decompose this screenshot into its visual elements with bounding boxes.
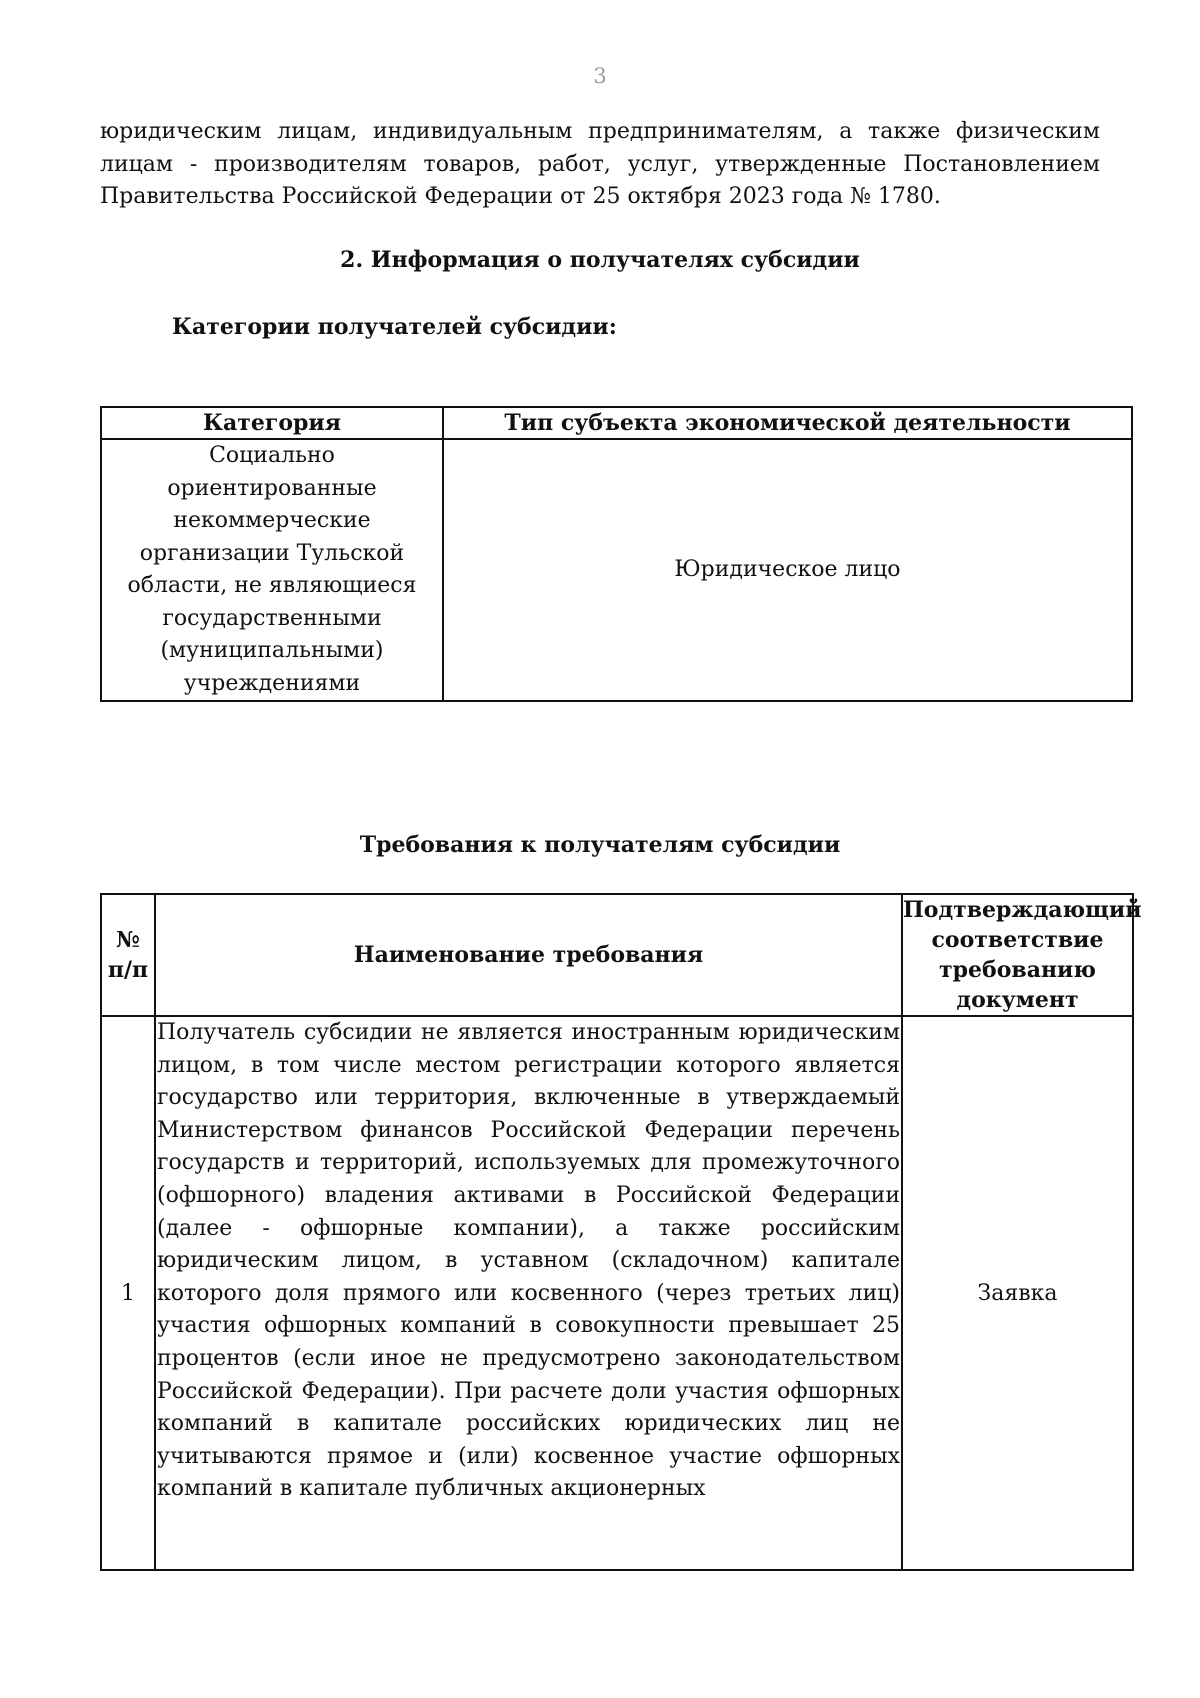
requirements-header-document: Подтверждающий соответствие требованию документ	[902, 894, 1133, 1016]
requirement-document-cell: Заявка	[902, 1016, 1133, 1570]
table-row	[101, 439, 1132, 701]
categories-header-category: Категория	[101, 407, 443, 439]
subject-type-cell: Юридическое лицо	[443, 439, 1132, 701]
category-cell: Социально ориентированные некоммерческие организации Тульской области, не являющиеся государственными (муниципальными) учреждениями	[101, 439, 443, 701]
requirements-header-row	[101, 894, 1133, 1016]
intro-paragraph: юридическим лицам, индивидуальным предпринимателям, а также физическим лицам - производителям товаров, работ, услуг, утвержденные Постановлением Правительства Российской Федерации от 25 октября 2023 года № 1780.	[100, 119, 1100, 209]
requirement-text-cell	[155, 1016, 902, 1570]
requirements-title: Требования к получателям субсидии	[359, 832, 841, 858]
page-number: 3	[593, 64, 607, 88]
categories-table	[100, 406, 1133, 702]
requirements-table	[100, 893, 1142, 1571]
requirement-text: Получатель субсидии не является иностранным юридическим лицом, в том числе местом регистрации которого является государство или территория, включенные в утверждаемый Министерством финансов Российской Федерации перечень государств и территорий, используемых для промежуточного (офшорного) владения активами в Российской Федерации (далее - офшорные компании), а также российским юридическим лицом, в уставном (складочном) капитале которого доля прямого или косвенного (через третьих лиц) участия офшорных компаний в совокупности превышает 25 процентов (если иное не предусмотрено законодательством Российской Федерации). При расчете доли участия офшорных компаний в капитале российских юридических лиц не учитываются прямое и (или) косвенное участие офшорных компаний в капитале публичных акционерных	[157, 1020, 900, 1502]
requirement-number-cell: 1	[101, 1016, 155, 1570]
categories-header-row	[101, 407, 1132, 439]
categories-header-subject-type: Тип субъекта экономической деятельности	[443, 407, 1132, 439]
requirements-header-number: № п/п	[101, 894, 155, 1016]
section-title: 2. Информация о получателях субсидии	[340, 247, 860, 273]
table-row	[101, 1016, 1133, 1570]
categories-label: Категории получателей субсидии:	[172, 314, 617, 340]
requirements-header-name: Наименование требования	[155, 894, 902, 1016]
